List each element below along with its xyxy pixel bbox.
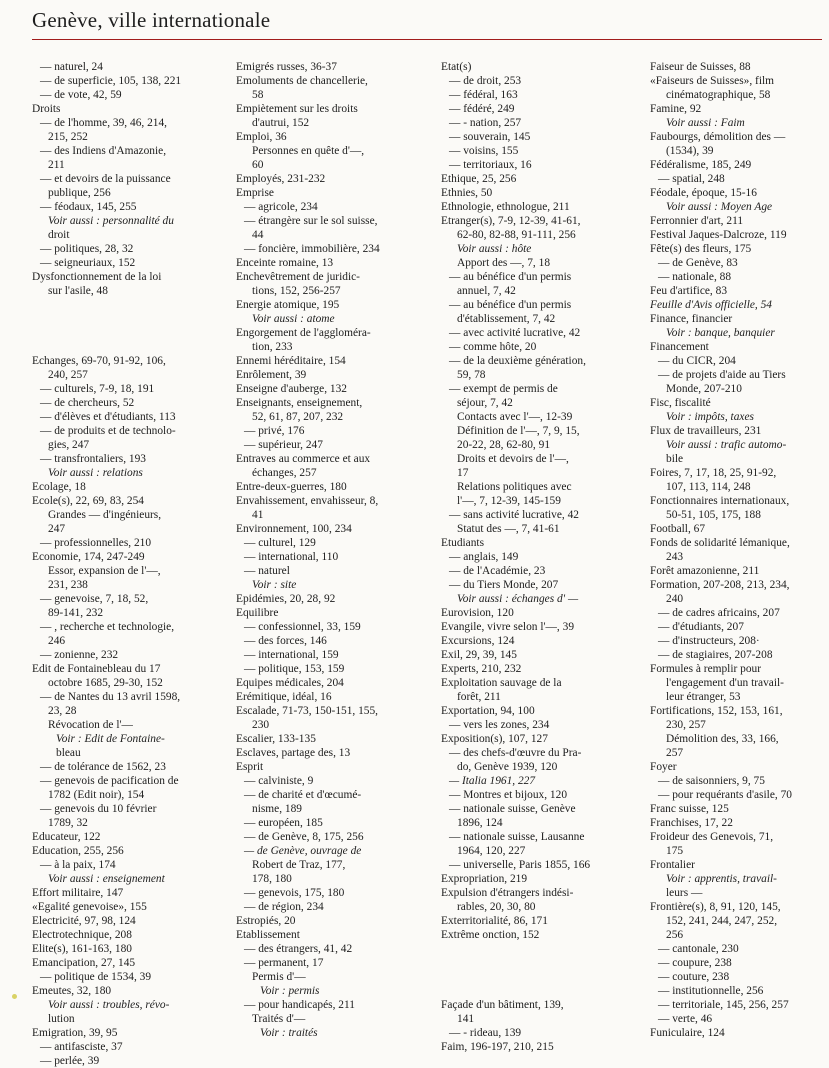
index-entry: Contacts avec l'—, 12-39: [457, 411, 573, 423]
index-entry: — de Genève, ouvrage de: [244, 845, 362, 857]
index-entry: annuel, 7, 42: [457, 285, 516, 297]
index-entry: — international, 159: [244, 649, 339, 661]
index-entry: — territoriale, 145, 256, 257: [658, 999, 789, 1011]
index-entry: Façade d'un bâtiment, 139,: [441, 999, 564, 1011]
index-entry: 58: [252, 89, 264, 101]
index-entry: Estropiés, 20: [236, 915, 296, 927]
index-entry: sur l'asile, 48: [48, 285, 108, 297]
index-entry: 52, 61, 87, 207, 232: [252, 411, 344, 423]
index-entry: — de charité et d'œcumé-: [244, 789, 362, 801]
index-column-2: [236, 60, 426, 1040]
index-entry: — permanent, 17: [244, 957, 324, 969]
index-entry: Voir : Edit de Fontaine-: [56, 733, 165, 745]
index-entry: 240, 257: [48, 369, 88, 381]
index-entry: — pour requérants d'asile, 70: [658, 789, 792, 801]
index-entry: Enceinte romaine, 13: [236, 257, 334, 269]
index-entry: Finance, financier: [650, 313, 733, 325]
blank-line: [441, 956, 631, 970]
index-entry: — à la paix, 174: [40, 859, 116, 871]
index-entry: gies, 247: [48, 439, 90, 451]
index-entry: — genevoise, 7, 18, 52,: [40, 593, 149, 605]
index-entry: 1782 (Edit noir), 154: [48, 789, 145, 801]
index-entry: — de la deuxième génération,: [449, 355, 586, 367]
index-entry: — sans activité lucrative, 42: [449, 509, 580, 521]
index-entry: leur étranger, 53: [666, 691, 741, 703]
index-entry: 59, 78: [457, 369, 486, 381]
index-entry: Emprise: [236, 187, 274, 199]
index-entry: Escalier, 133-135: [236, 733, 316, 745]
index-entry: Excursions, 124: [441, 635, 515, 647]
index-entry: Emigration, 39, 95: [32, 1027, 118, 1039]
index-entry: 23, 28: [48, 705, 77, 717]
index-entry: Froideur des Genevois, 71,: [650, 831, 774, 843]
index-entry: Voir : banque, banquier: [666, 327, 775, 339]
index-entry: — du Tiers Monde, 207: [449, 579, 559, 591]
index-entry: — d'étudiants, 207: [658, 621, 744, 633]
index-entry: Festival Jaques-Dalcroze, 119: [650, 229, 787, 241]
index-entry: 243: [666, 551, 684, 563]
index-entry: Esprit: [236, 761, 264, 773]
index-entry: — naturel: [244, 565, 290, 577]
index-entry: Forêt amazonienne, 211: [650, 565, 760, 577]
index-entry: Funiculaire, 124: [650, 1027, 725, 1039]
index-entry: Enchevêtrement de juridic-: [236, 271, 360, 283]
index-entry: Fonds de solidarité lémanique,: [650, 537, 790, 549]
index-entry: cinématographique, 58: [666, 89, 771, 101]
index-entry: Entraves au commerce et aux: [236, 453, 371, 465]
index-entry: Révocation de l'—: [48, 719, 133, 731]
index-entry: Exportation, 94, 100: [441, 705, 535, 717]
index-entry: Frontière(s), 8, 91, 120, 145,: [650, 901, 781, 913]
index-entry: Educateur, 122: [32, 831, 101, 843]
index-entry: — féodaux, 145, 255: [40, 201, 137, 213]
index-entry: Ferronnier d'art, 211: [650, 215, 744, 227]
index-entry: Expropriation, 219: [441, 873, 528, 885]
index-entry: Envahissement, envahisseur, 8,: [236, 495, 379, 507]
index-entry: Robert de Traz, 177,: [252, 859, 346, 871]
index-entry: — calviniste, 9: [244, 775, 314, 787]
index-entry: tion, 233: [252, 341, 293, 353]
index-entry: Flux de travailleurs, 231: [650, 425, 762, 437]
index-entry: — territoriaux, 16: [449, 159, 532, 171]
index-entry: Ecolage, 18: [32, 481, 86, 493]
index-entry: — et devoirs de la puissance: [40, 173, 171, 185]
page-header: [32, 8, 822, 42]
index-entry: Voir aussi : trafic automo-: [666, 439, 787, 451]
index-entry: Escalade, 71-73, 150-151, 155,: [236, 705, 379, 717]
index-entry: bile: [666, 453, 684, 465]
index-entry: Esclaves, partage des, 13: [236, 747, 351, 759]
index-entry: Employés, 231-232: [236, 173, 326, 185]
index-entry: rables, 20, 30, 80: [457, 901, 536, 913]
index-entry: Foyer: [650, 761, 677, 773]
index-entry: — de tolérance de 1562, 23: [40, 761, 166, 773]
index-entry: Formules à remplir pour: [650, 663, 762, 675]
index-entry: 50-51, 105, 175, 188: [666, 509, 761, 521]
index-entry: — de Nantes du 13 avril 1598,: [40, 691, 181, 703]
index-entry: Fortifications, 152, 153, 161,: [650, 705, 783, 717]
index-entry: — - rideau, 139: [449, 1027, 522, 1039]
index-entry: Ennemi héréditaire, 154: [236, 355, 346, 367]
index-entry: Football, 67: [650, 523, 706, 535]
index-entry: Experts, 210, 232: [441, 663, 522, 675]
index-entry: Voir aussi : Moyen Age: [666, 201, 773, 213]
index-entry: — fédéral, 163: [449, 89, 518, 101]
index-entry: 20-22, 28, 62-80, 91: [457, 439, 551, 451]
index-entry: 240: [666, 593, 684, 605]
index-entry: — politique, 153, 159: [244, 663, 345, 675]
index-entry: — avec activité lucrative, 42: [449, 327, 581, 339]
index-column-1: [32, 60, 212, 1068]
scan-mark: [12, 994, 17, 999]
header-rule: [32, 39, 822, 40]
index-entry: Evangile, vivre selon l'—, 39: [441, 621, 575, 633]
index-entry: Etablissement: [236, 929, 300, 941]
index-entry: — couture, 238: [658, 971, 730, 983]
index-entry: (1534), 39: [666, 145, 714, 157]
index-entry: — de région, 234: [244, 901, 324, 913]
index-entry: — de l'Académie, 23: [449, 565, 546, 577]
index-entry: Etat(s): [441, 61, 472, 73]
index-entry: — nationale suisse, Lausanne: [449, 831, 585, 843]
index-entry: — du CICR, 204: [658, 355, 736, 367]
index-entry: Equilibre: [236, 607, 279, 619]
blank-line: [32, 298, 212, 312]
index-entry: «Egalité genevoise», 155: [32, 901, 147, 913]
index-entry: — professionnelles, 210: [40, 537, 152, 549]
index-entry: 247: [48, 523, 66, 535]
index-entry: 215, 252: [48, 131, 88, 143]
index-entry: Ecole(s), 22, 69, 83, 254: [32, 495, 144, 507]
index-entry: Erémitique, idéal, 16: [236, 691, 332, 703]
index-entry: lution: [48, 1013, 75, 1025]
index-entry: Faim, 196-197, 210, 215: [441, 1041, 554, 1053]
index-entry: — voisins, 155: [449, 145, 519, 157]
index-entry: Emigrés russes, 36-37: [236, 61, 337, 73]
index-entry: — institutionnelle, 256: [658, 985, 764, 997]
index-entry: Relations politiques avec: [457, 481, 572, 493]
index-entry: droit: [48, 229, 70, 241]
index-entry: Voir : site: [252, 579, 297, 591]
index-entry: — international, 110: [244, 551, 339, 563]
index-entry: Empiètement sur les droits: [236, 103, 358, 115]
index-entry: — naturel, 24: [40, 61, 103, 73]
index-entry: Voir : traités: [260, 1027, 318, 1039]
index-entry: Voir aussi : hôte: [457, 243, 532, 255]
index-entry: Droits et devoirs de l'—,: [457, 453, 569, 465]
index-entry: forêt, 211: [457, 691, 501, 703]
index-entry: Epidémies, 20, 28, 92: [236, 593, 336, 605]
index-entry: — de saisonniers, 9, 75: [658, 775, 765, 787]
index-entry: Etranger(s), 7-9, 12-39, 41-61,: [441, 215, 581, 227]
index-entry: Exploitation sauvage de la: [441, 677, 562, 689]
index-entry: 230: [252, 719, 270, 731]
index-entry: bleau: [56, 747, 81, 759]
index-entry: — de l'homme, 39, 46, 214,: [40, 117, 168, 129]
index-entry: Définition de l'—, 7, 9, 15,: [457, 425, 580, 437]
index-entry: — vers les zones, 234: [449, 719, 550, 731]
index-entry: — genevois du 10 février: [40, 803, 157, 815]
index-entry: — culturels, 7-9, 18, 191: [40, 383, 155, 395]
index-entry: Féodale, époque, 15-16: [650, 187, 757, 199]
index-entry: Extrême onction, 152: [441, 929, 540, 941]
index-entry: — spatial, 248: [658, 173, 725, 185]
blank-line: [441, 970, 631, 984]
index-entry: Permis d'—: [252, 971, 306, 983]
index-entry: 178, 180: [252, 873, 292, 885]
index-entry: Grandes — d'ingénieurs,: [48, 509, 162, 521]
index-entry: — comme hôte, 20: [449, 341, 537, 353]
index-entry: — foncière, immobilière, 234: [244, 243, 380, 255]
index-entry: Enseignants, enseignement,: [236, 397, 363, 409]
index-entry: 152, 241, 244, 247, 252,: [666, 915, 778, 927]
index-entry: — supérieur, 247: [244, 439, 323, 451]
index-entry: Expulsion d'étrangers indési-: [441, 887, 574, 899]
index-entry: — des étrangers, 41, 42: [244, 943, 353, 955]
index-entry: — anglais, 149: [449, 551, 519, 563]
index-entry: 17: [457, 467, 469, 479]
index-entry: — de superficie, 105, 138, 221: [40, 75, 182, 87]
index-entry: 107, 113, 114, 248: [666, 481, 751, 493]
index-entry: Formation, 207-208, 213, 234,: [650, 579, 790, 591]
index-entry: Voir aussi : personnalité du: [48, 215, 174, 227]
index-entry: Droits: [32, 103, 61, 115]
index-column-3: [441, 60, 631, 1054]
index-entry: Energie atomique, 195: [236, 299, 340, 311]
index-entry: — universelle, Paris 1855, 166: [449, 859, 591, 871]
index-entry: Enseigne d'auberge, 132: [236, 383, 347, 395]
index-entry: Engorgement de l'aggloméra-: [236, 327, 371, 339]
index-entry: d'établissement, 7, 42: [457, 313, 556, 325]
index-entry: — politiques, 28, 32: [40, 243, 134, 255]
index-entry: — genevois, 175, 180: [244, 887, 345, 899]
index-entry: Apport des —, 7, 18: [457, 257, 551, 269]
index-entry: Exposition(s), 107, 127: [441, 733, 548, 745]
index-entry: — agricole, 234: [244, 201, 318, 213]
index-entry: — des Indiens d'Amazonie,: [40, 145, 167, 157]
index-entry: do, Genève 1939, 120: [457, 761, 558, 773]
index-entry: — de vote, 42, 59: [40, 89, 122, 101]
index-entry: 211: [48, 159, 65, 171]
index-entry: — cantonale, 230: [658, 943, 739, 955]
index-entry: — de Genève, 8, 175, 256: [244, 831, 364, 843]
index-entry: Emeutes, 32, 180: [32, 985, 112, 997]
index-entry: 41: [252, 509, 264, 521]
index-entry: Ethique, 25, 256: [441, 173, 517, 185]
index-entry: — souverain, 145: [449, 131, 531, 143]
index-entry: Faubourgs, démolition des —: [650, 131, 786, 143]
index-entry: Voir aussi : enseignement: [48, 873, 165, 885]
index-column-4: [650, 60, 825, 1040]
index-entry: — transfrontaliers, 193: [40, 453, 146, 465]
index-entry: — genevois de pacification de: [40, 775, 179, 787]
index-entry: — - nation, 257: [449, 117, 522, 129]
index-entry: Fête(s) des fleurs, 175: [650, 243, 752, 255]
index-entry: d'autrui, 152: [252, 117, 310, 129]
index-entry: publique, 256: [48, 187, 111, 199]
index-entry: 62-80, 82-88, 91-111, 256: [457, 229, 576, 241]
index-entry: Franc suisse, 125: [650, 803, 729, 815]
index-entry: — de droit, 253: [449, 75, 522, 87]
index-entry: — privé, 176: [244, 425, 305, 437]
index-entry: Financement: [650, 341, 709, 353]
index-entry: — fédéré, 249: [449, 103, 515, 115]
index-entry: Faiseur de Suisses, 88: [650, 61, 751, 73]
index-entry: — , recherche et technologie,: [40, 621, 175, 633]
index-entry: «Faiseurs de Suisses», film: [650, 75, 775, 87]
index-entry: — de produits et de technolo-: [40, 425, 176, 437]
index-entry: — perlée, 39: [40, 1055, 100, 1067]
index-entry: 257: [666, 747, 684, 759]
index-entry: séjour, 7, 42: [457, 397, 513, 409]
index-entry: tions, 152, 256-257: [252, 285, 341, 297]
index-entry: Voir aussi : échanges d' —: [457, 593, 579, 605]
blank-line: [32, 312, 212, 326]
page-title: Genève, ville internationale: [32, 8, 271, 32]
index-entry: Enrôlement, 39: [236, 369, 307, 381]
index-entry: — politique de 1534, 39: [40, 971, 152, 983]
index-entry: — européen, 185: [244, 817, 323, 829]
blank-line: [441, 942, 631, 956]
index-entry: Exil, 29, 39, 145: [441, 649, 517, 661]
index-entry: Economie, 174, 247-249: [32, 551, 145, 563]
index-entry: leurs —: [666, 887, 703, 899]
index-entry: l'—, 7, 12-39, 145-159: [457, 495, 561, 507]
index-entry: Voir : apprentis, travail-: [666, 873, 777, 885]
index-entry: — antifasciste, 37: [40, 1041, 123, 1053]
index-entry: Elite(s), 161-163, 180: [32, 943, 132, 955]
index-entry: — de Genève, 83: [658, 257, 738, 269]
index-entry: Franchises, 17, 22: [650, 817, 733, 829]
index-entry: — des chefs-d'œuvre du Pra-: [449, 747, 582, 759]
index-entry: Monde, 207-210: [666, 383, 742, 395]
index-entry: 230, 257: [666, 719, 706, 731]
index-entry: Statut des —, 7, 41-61: [457, 523, 560, 535]
index-entry: Fédéralisme, 185, 249: [650, 159, 752, 171]
index-entry: Voir aussi : relations: [48, 467, 143, 479]
index-entry: — verte, 46: [658, 1013, 713, 1025]
index-entry: — culturel, 129: [244, 537, 316, 549]
index-entry: — au bénéfice d'un permis: [449, 271, 572, 283]
index-entry: — de projets d'aide au Tiers: [658, 369, 786, 381]
index-entry: — des forces, 146: [244, 635, 327, 647]
index-entry: Etudiants: [441, 537, 485, 549]
index-entry: — au bénéfice d'un permis: [449, 299, 572, 311]
index-entry: Famine, 92: [650, 103, 702, 115]
index-entry: Edit de Fontainebleau du 17: [32, 663, 161, 675]
index-entry: 44: [252, 229, 264, 241]
index-entry: Démolition des, 33, 166,: [666, 733, 779, 745]
index-entry: — étrangère sur le sol suisse,: [244, 215, 378, 227]
index-entry: Eurovision, 120: [441, 607, 514, 619]
index-entry: Feuille d'Avis officielle, 54: [650, 299, 773, 311]
index-entry: 231, 238: [48, 579, 88, 591]
index-entry: Electricité, 97, 98, 124: [32, 915, 136, 927]
index-entry: — de chercheurs, 52: [40, 397, 135, 409]
index-entry: 246: [48, 635, 66, 647]
index-entry: Traités d'—: [252, 1013, 306, 1025]
index-entry: 175: [666, 845, 684, 857]
index-entry: 256: [666, 929, 684, 941]
index-entry: Education, 255, 256: [32, 845, 124, 857]
index-entry: Foires, 7, 17, 18, 25, 91-92,: [650, 467, 777, 479]
index-entry: l'engagement d'un travail-: [666, 677, 784, 689]
index-entry: Entre-deux-guerres, 180: [236, 481, 347, 493]
index-entry: Emancipation, 27, 145: [32, 957, 136, 969]
index-entry: Dysfonctionnement de la loi: [32, 271, 162, 283]
index-entry: Effort militaire, 147: [32, 887, 124, 899]
index-entry: — exempt de permis de: [449, 383, 558, 395]
index-entry: — nationale, 88: [658, 271, 732, 283]
index-entry: 89-141, 232: [48, 607, 104, 619]
index-entry: Exterritorialité, 86, 171: [441, 915, 548, 927]
index-entry: Ethnies, 50: [441, 187, 493, 199]
index-entry: Ethnologie, ethnologue, 211: [441, 201, 570, 213]
index-entry: Frontalier: [650, 859, 695, 871]
index-entry: — Italia 1961, 227: [449, 775, 536, 787]
index-entry: — d'instructeurs, 208·: [658, 635, 760, 647]
index-entry: nisme, 189: [252, 803, 302, 815]
index-entry: échanges, 257: [252, 467, 317, 479]
index-entry: 1789, 32: [48, 817, 88, 829]
index-entry: — pour handicapés, 211: [244, 999, 355, 1011]
index-entry: — zonienne, 232: [40, 649, 119, 661]
index-entry: Fisc, fiscalité: [650, 397, 711, 409]
index-entry: 60: [252, 159, 264, 171]
blank-line: [32, 326, 212, 340]
index-entry: — nationale suisse, Genève: [449, 803, 576, 815]
index-entry: — seigneuriaux, 152: [40, 257, 136, 269]
index-entry: — de cadres africains, 207: [658, 607, 780, 619]
index-entry: Emploi, 36: [236, 131, 287, 143]
index-entry: 141: [457, 1013, 475, 1025]
index-entry: Feu d'artifice, 83: [650, 285, 728, 297]
index-entry: 1964, 120, 227: [457, 845, 526, 857]
index-entry: Equipes médicales, 204: [236, 677, 344, 689]
index-entry: 1896, 124: [457, 817, 503, 829]
index-entry: Voir : impôts, taxes: [666, 411, 754, 423]
index-entry: Electrotechnique, 208: [32, 929, 132, 941]
blank-line: [32, 340, 212, 354]
index-entry: Environnement, 100, 234: [236, 523, 352, 535]
index-entry: Voir aussi : troubles, révo-: [48, 999, 170, 1011]
index-entry: — de stagiaires, 207-208: [658, 649, 773, 661]
index-entry: Essor, expansion de l'—,: [48, 565, 161, 577]
index-entry: octobre 1685, 29-30, 152: [48, 677, 163, 689]
index-entry: — confessionnel, 33, 159: [244, 621, 361, 633]
index-entry: Personnes en quête d'—,: [252, 145, 365, 157]
index-entry: Fonctionnaires internationaux,: [650, 495, 790, 507]
index-entry: — d'élèves et d'étudiants, 113: [40, 411, 176, 423]
index-entry: Emoluments de chancellerie,: [236, 75, 368, 87]
index-entry: Voir : permis: [260, 985, 320, 997]
blank-line: [441, 984, 631, 998]
index-entry: Voir aussi : Faim: [666, 117, 745, 129]
index-entry: Voir aussi : atome: [252, 313, 335, 325]
index-entry: — Montres et bijoux, 120: [449, 789, 568, 801]
index-entry: — coupure, 238: [658, 957, 732, 969]
index-entry: Echanges, 69-70, 91-92, 106,: [32, 355, 166, 367]
